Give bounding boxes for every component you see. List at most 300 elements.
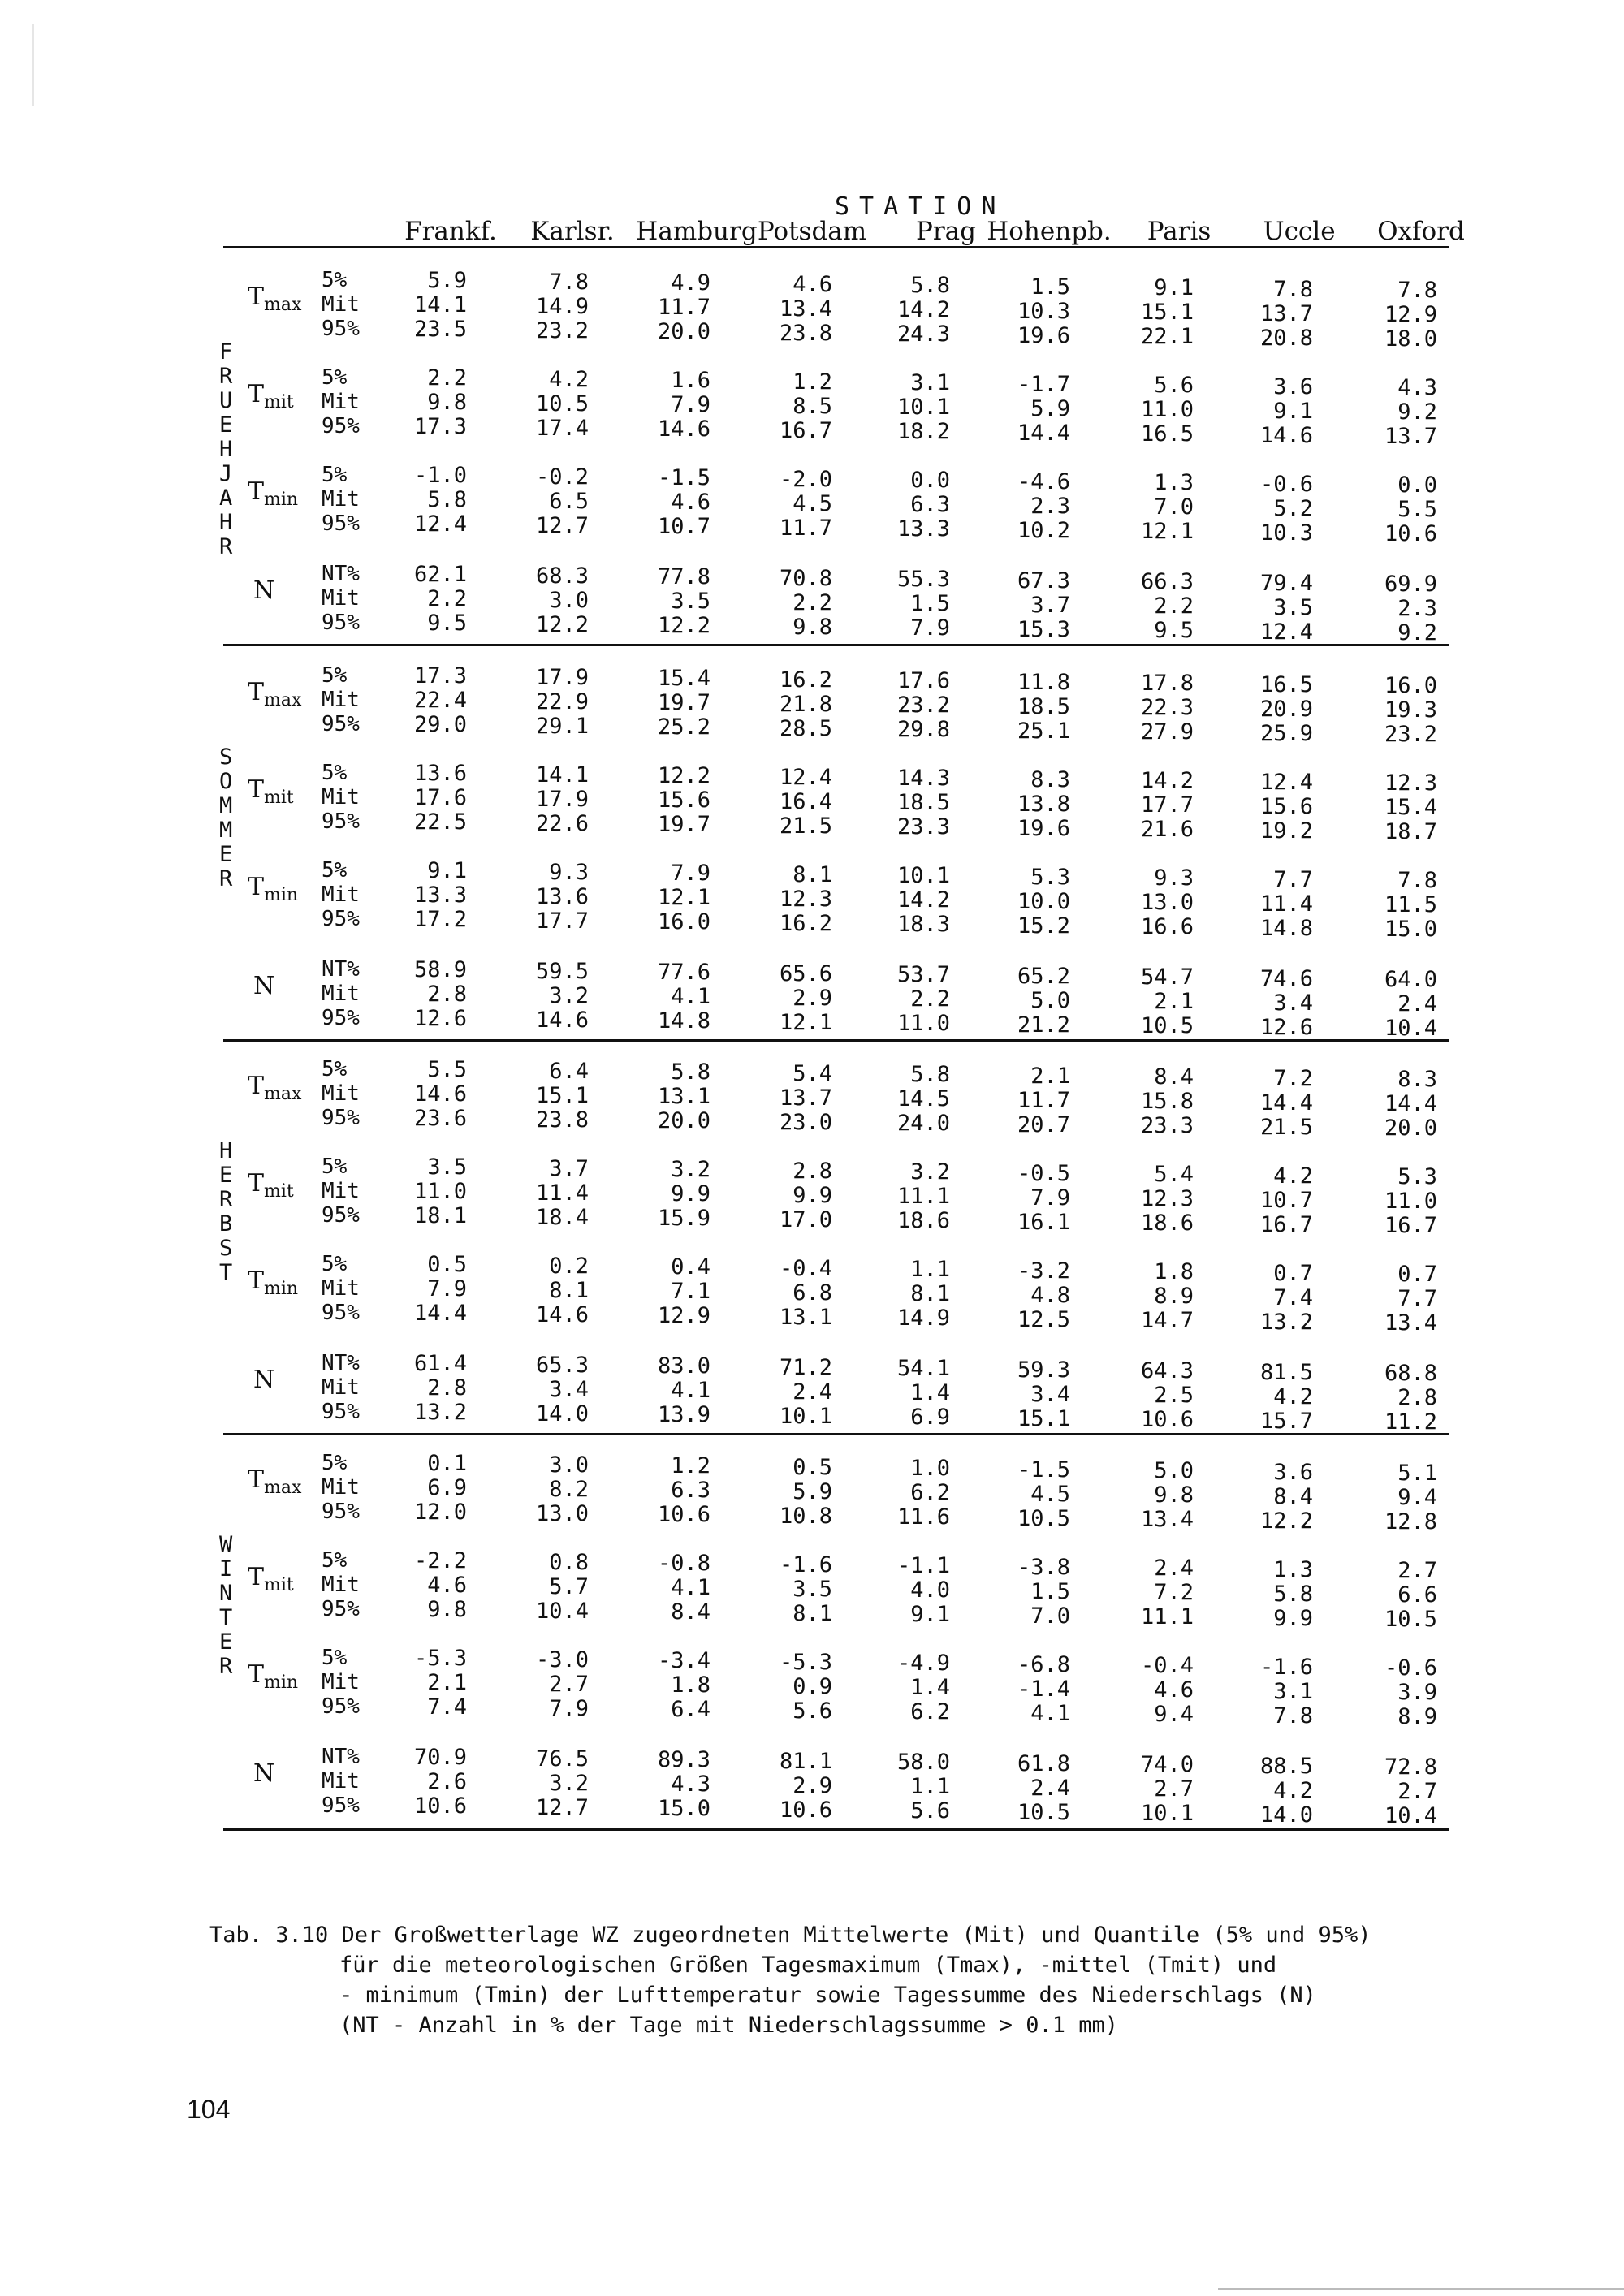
- stat-label: Mit: [322, 1573, 360, 1597]
- table-cell: 12.7: [535, 513, 589, 538]
- table-cell: 20.0: [1384, 1116, 1437, 1141]
- table-cell: 2.7: [549, 1672, 589, 1697]
- table-cell: 12.2: [657, 613, 710, 638]
- table-cell: 12.7: [535, 1795, 589, 1820]
- table-cell: 59.3: [1017, 1357, 1070, 1383]
- table-cell: 3.2: [549, 983, 589, 1008]
- table-cell: 25.2: [657, 714, 710, 740]
- table-cell: 16.2: [779, 911, 832, 936]
- table-cell: -5.3: [413, 1646, 467, 1671]
- table-cell: 67.3: [1017, 568, 1070, 593]
- table-cell: 22.5: [413, 809, 467, 835]
- table-cell: 3.5: [427, 1154, 467, 1180]
- table-cell: 12.6: [413, 1006, 467, 1031]
- table-cell: 19.2: [1259, 818, 1313, 844]
- table-cell: 7.8: [549, 270, 589, 295]
- table-cell: 1.1: [910, 1257, 950, 1282]
- table-cell: 5.5: [1397, 497, 1437, 522]
- table-cell: 9.5: [427, 611, 467, 636]
- season-letter: S: [219, 1236, 233, 1261]
- table-cell: 5.9: [1030, 396, 1070, 421]
- table-cell: -5.3: [779, 1650, 832, 1675]
- table-cell: 13.6: [535, 884, 589, 909]
- stat-label: 95%: [322, 1400, 360, 1424]
- table-cell: 2.4: [1030, 1776, 1070, 1801]
- table-cell: 2.9: [793, 1773, 832, 1798]
- table-cell: 25.9: [1259, 721, 1313, 746]
- table-cell: 58.9: [413, 957, 467, 982]
- table-cell: 7.9: [549, 1696, 589, 1721]
- table-cell: 17.3: [413, 663, 467, 688]
- table-cell: 8.1: [793, 862, 832, 887]
- table-cell: 6.4: [549, 1059, 589, 1084]
- table-cell: 7.4: [427, 1694, 467, 1720]
- table-cell: 22.1: [1140, 324, 1194, 349]
- table-cell: 79.4: [1259, 571, 1313, 596]
- table-cell: 12.4: [413, 511, 467, 537]
- table-cell: -0.5: [1017, 1161, 1070, 1186]
- table-cell: 9.3: [549, 860, 589, 885]
- table-cell: 5.0: [1030, 988, 1070, 1013]
- table-cell: 5.0: [1154, 1458, 1194, 1483]
- table-cell: -0.6: [1259, 472, 1313, 497]
- table-cell: 61.4: [413, 1351, 467, 1376]
- table-cell: 2.1: [427, 1670, 467, 1695]
- column-header: Prag: [915, 217, 976, 246]
- stat-label: 95%: [322, 414, 360, 438]
- table-cell: 28.5: [779, 716, 832, 741]
- season-letter: W: [219, 1532, 233, 1557]
- table-cell: 21.2: [1017, 1012, 1070, 1038]
- table-cell: 12.5: [1017, 1307, 1070, 1332]
- table-cell: 16.0: [657, 909, 710, 934]
- table-cell: 4.3: [671, 1772, 710, 1797]
- table-cell: 10.4: [1384, 1803, 1437, 1828]
- table-cell: 11.0: [413, 1179, 467, 1204]
- table-cell: 3.6: [1273, 374, 1313, 399]
- table-cell: 19.6: [1017, 323, 1070, 348]
- table-cell: 20.7: [1017, 1112, 1070, 1137]
- table-cell: 5.8: [910, 1062, 950, 1087]
- table-cell: 10.7: [657, 514, 710, 539]
- table-cell: 3.7: [549, 1156, 589, 1181]
- stat-label: Mit: [322, 1375, 360, 1400]
- table-cell: 9.9: [793, 1183, 832, 1208]
- table-cell: 8.5: [793, 394, 832, 419]
- table-cell: 16.5: [1259, 672, 1313, 697]
- table-cell: 5.8: [910, 273, 950, 298]
- table-cell: -4.6: [1017, 469, 1070, 494]
- table-cell: 24.3: [896, 322, 950, 347]
- table-cell: 20.0: [657, 1108, 710, 1133]
- table-cell: 2.2: [910, 986, 950, 1012]
- table-cell: 13.7: [779, 1085, 832, 1111]
- season-letter: J: [219, 461, 233, 486]
- table-cell: 29.1: [535, 714, 589, 739]
- variable-label: $T_{max}$: [248, 1465, 302, 1498]
- table-cell: 1.5: [1030, 1579, 1070, 1604]
- table-cell: 17.9: [535, 665, 589, 690]
- caption-line: Tab. 3.10 Der Großwetterlage WZ zugeordneten Mittelwerte (Mit) und Quantile (5% und 95%): [209, 1923, 1371, 1948]
- season-letter: F: [219, 339, 233, 365]
- table-cell: 83.0: [657, 1353, 710, 1379]
- table-cell: 20.0: [657, 319, 710, 344]
- table-cell: 89.3: [657, 1747, 710, 1772]
- table-cell: 2.8: [427, 1375, 467, 1400]
- table-cell: 6.6: [1397, 1582, 1437, 1608]
- table-cell: 5.4: [1154, 1162, 1194, 1187]
- table-cell: 14.6: [1259, 423, 1313, 448]
- stat-label: 95%: [322, 511, 360, 536]
- season-letter: H: [219, 1138, 233, 1163]
- table-cell: 64.3: [1140, 1358, 1194, 1383]
- table-cell: 17.3: [413, 414, 467, 439]
- stat-label: 95%: [322, 1106, 360, 1130]
- table-cell: 65.3: [535, 1353, 589, 1378]
- table-cell: 19.7: [657, 690, 710, 715]
- stat-label: 5%: [322, 1646, 348, 1670]
- stat-label: 95%: [322, 611, 360, 635]
- table-cell: 1.8: [671, 1672, 710, 1698]
- variable-label: N: [253, 972, 275, 1000]
- table-cell: 5.2: [1273, 496, 1313, 521]
- table-cell: 13.7: [1384, 424, 1437, 449]
- table-cell: 0.0: [1397, 473, 1437, 498]
- table-cell: 14.9: [535, 294, 589, 319]
- caption-line: für die meteorologischen Größen Tagesmaximum (Tmax), -mittel (Tmit) und: [339, 1953, 1277, 1978]
- table-cell: 8.2: [549, 1477, 589, 1502]
- table-cell: 10.3: [1017, 299, 1070, 324]
- table-cell: 5.6: [910, 1798, 950, 1823]
- table-cell: 10.1: [896, 863, 950, 888]
- table-cell: 1.4: [910, 1380, 950, 1405]
- season-letter: R: [219, 1187, 233, 1212]
- table-cell: 21.5: [779, 814, 832, 839]
- table-cell: 10.3: [1259, 520, 1313, 546]
- table-cell: 88.5: [1259, 1754, 1313, 1779]
- table-cell: -3.4: [657, 1648, 710, 1673]
- table-cell: 64.0: [1384, 967, 1437, 992]
- table-cell: 10.1: [896, 395, 950, 420]
- table-cell: 18.1: [413, 1203, 467, 1228]
- table-cell: 12.1: [1140, 519, 1194, 544]
- table-cell: 14.9: [896, 1306, 950, 1331]
- table-cell: 11.2: [1384, 1409, 1437, 1435]
- stat-label: 5%: [322, 663, 348, 688]
- table-cell: 2.4: [1397, 991, 1437, 1016]
- table-cell: 12.3: [1140, 1186, 1194, 1211]
- table-cell: 21.6: [1140, 817, 1194, 842]
- table-cell: 8.9: [1397, 1704, 1437, 1729]
- table-cell: 17.6: [896, 668, 950, 693]
- table-cell: 15.1: [535, 1083, 589, 1108]
- table-cell: 15.3: [1017, 617, 1070, 642]
- table-cell: 9.9: [1273, 1606, 1313, 1631]
- variable-label: $T_{max}$: [248, 1072, 302, 1104]
- table-cell: 11.0: [896, 1011, 950, 1036]
- table-cell: 12.1: [657, 885, 710, 910]
- table-cell: 14.2: [1140, 768, 1194, 793]
- table-cell: 4.6: [671, 490, 710, 515]
- table-cell: 29.8: [896, 717, 950, 742]
- column-header: Paris: [1147, 217, 1212, 246]
- table-cell: 5.8: [1273, 1582, 1313, 1607]
- table-cell: 11.7: [779, 516, 832, 541]
- table-cell: 3.5: [671, 589, 710, 614]
- table-cell: 6.8: [793, 1280, 832, 1306]
- season-letter: R: [219, 866, 233, 891]
- season-letter: E: [219, 1163, 233, 1188]
- table-cell: 7.4: [1273, 1285, 1313, 1310]
- season-letter: T: [219, 1260, 233, 1285]
- table-cell: 16.7: [1384, 1213, 1437, 1238]
- stat-label: Mit: [322, 586, 360, 611]
- variable-label: $T_{mit}$: [248, 775, 294, 808]
- table-cell: 2.7: [1397, 1779, 1437, 1804]
- table-cell: 5.8: [427, 487, 467, 512]
- table-cell: 7.8: [1397, 868, 1437, 893]
- table-cell: 8.1: [910, 1281, 950, 1306]
- variable-label: N: [253, 1759, 275, 1788]
- table-cell: 10.5: [1140, 1013, 1194, 1038]
- table-cell: 6.2: [910, 1699, 950, 1724]
- table-cell: 29.0: [413, 712, 467, 737]
- table-cell: 66.3: [1140, 569, 1194, 594]
- table-cell: 19.3: [1384, 697, 1437, 723]
- table-cell: 6.5: [549, 489, 589, 514]
- table-cell: 14.6: [657, 416, 710, 442]
- table-cell: 23.2: [896, 693, 950, 718]
- table-cell: 23.0: [779, 1110, 832, 1135]
- table-cell: 9.3: [1154, 865, 1194, 891]
- table-cell: 4.2: [1273, 1163, 1313, 1189]
- table-cell: 6.3: [671, 1478, 710, 1503]
- table-cell: 15.4: [657, 666, 710, 691]
- table-cell: 19.7: [657, 812, 710, 837]
- table-cell: 5.1: [1397, 1461, 1437, 1486]
- table-cell: 10.2: [1017, 518, 1070, 543]
- stat-label: 5%: [322, 761, 348, 785]
- table-cell: 7.9: [427, 1276, 467, 1301]
- table-cell: 17.8: [1140, 671, 1194, 696]
- table-cell: 12.9: [1384, 302, 1437, 327]
- stat-label: Mit: [322, 487, 360, 511]
- season-letter: N: [219, 1581, 233, 1606]
- table-cell: -1.0: [413, 463, 467, 488]
- table-cell: 13.0: [535, 1501, 589, 1526]
- table-cell: 13.8: [1017, 792, 1070, 817]
- table-cell: 1.3: [1273, 1557, 1313, 1582]
- stat-label: Mit: [322, 390, 360, 414]
- table-cell: 23.8: [779, 321, 832, 346]
- table-cell: -3.0: [535, 1647, 589, 1672]
- column-header: Hohenpb.: [987, 217, 1112, 246]
- season-letter: B: [219, 1211, 233, 1236]
- season-letter: A: [219, 486, 233, 511]
- table-cell: 16.6: [1140, 914, 1194, 939]
- table-cell: 7.9: [671, 392, 710, 417]
- table-cell: 12.6: [1259, 1015, 1313, 1040]
- table-cell: 9.1: [427, 858, 467, 883]
- page-number: 104: [187, 2095, 231, 2124]
- table-cell: 1.5: [1030, 274, 1070, 300]
- season-letter: M: [219, 818, 233, 843]
- variable-label: $T_{min}$: [248, 1267, 299, 1299]
- table-cell: 5.3: [1030, 865, 1070, 890]
- variable-label: N: [253, 576, 275, 605]
- table-cell: 74.6: [1259, 966, 1313, 991]
- table-cell: 4.1: [1030, 1701, 1070, 1726]
- table-cell: 14.2: [896, 297, 950, 322]
- table-cell: 7.7: [1273, 867, 1313, 892]
- variable-label: $T_{mit}$: [248, 1169, 294, 1202]
- table-cell: 13.6: [413, 761, 467, 786]
- table-cell: 1.2: [793, 369, 832, 395]
- table-cell: 11.5: [1384, 892, 1437, 917]
- table-cell: 2.7: [1154, 1776, 1194, 1802]
- table-cell: 10.6: [413, 1793, 467, 1819]
- table-cell: 54.7: [1140, 965, 1194, 990]
- table-cell: 14.8: [657, 1008, 710, 1034]
- table-cell: -1.6: [1259, 1655, 1313, 1680]
- table-cell: 65.2: [1017, 964, 1070, 989]
- season-letter: O: [219, 769, 233, 794]
- table-cell: 4.1: [671, 1378, 710, 1403]
- stat-label: NT%: [322, 957, 360, 982]
- table-cell: 13.2: [413, 1400, 467, 1425]
- table-cell: -0.8: [657, 1551, 710, 1576]
- table-cell: 2.5: [1154, 1383, 1194, 1408]
- table-cell: 3.5: [1273, 595, 1313, 620]
- season-letter: H: [219, 510, 233, 535]
- table-cell: 68.3: [535, 563, 589, 589]
- season-letter: H: [219, 437, 233, 462]
- table-cell: -2.2: [413, 1548, 467, 1573]
- table-cell: 3.2: [671, 1157, 710, 1182]
- table-cell: 14.8: [1259, 916, 1313, 941]
- table-cell: 1.6: [671, 368, 710, 393]
- table-cell: 14.5: [896, 1086, 950, 1111]
- table-cell: 8.9: [1154, 1284, 1194, 1309]
- table-cell: 12.3: [779, 887, 832, 912]
- table-cell: 4.1: [671, 984, 710, 1009]
- table-cell: 13.4: [779, 296, 832, 322]
- table-cell: 18.2: [896, 419, 950, 444]
- table-cell: 10.1: [1140, 1801, 1194, 1826]
- table-cell: 27.9: [1140, 719, 1194, 744]
- table-cell: 62.1: [413, 562, 467, 587]
- table-cell: 3.1: [1273, 1679, 1313, 1704]
- table-cell: 23.8: [535, 1107, 589, 1133]
- stat-label: NT%: [322, 1351, 360, 1375]
- station-heading: STATION: [835, 192, 1006, 221]
- table-cell: 19.6: [1017, 816, 1070, 841]
- variable-label: $T_{max}$: [248, 678, 302, 710]
- table-cell: 4.0: [910, 1577, 950, 1603]
- table-cell: 17.4: [535, 416, 589, 441]
- table-cell: 11.4: [535, 1180, 589, 1206]
- table-cell: 5.9: [793, 1479, 832, 1504]
- table-cell: 17.9: [535, 787, 589, 812]
- stat-label: NT%: [322, 1745, 360, 1769]
- table-cell: 8.3: [1030, 767, 1070, 792]
- stat-label: 5%: [322, 1154, 348, 1179]
- table-cell: 6.3: [910, 492, 950, 517]
- column-header: Oxford: [1377, 217, 1465, 246]
- table-cell: 17.2: [413, 907, 467, 932]
- table-cell: 8.4: [1154, 1064, 1194, 1090]
- table-cell: 9.8: [1154, 1482, 1194, 1508]
- table-cell: 9.2: [1397, 399, 1437, 425]
- table-cell: 13.1: [657, 1084, 710, 1109]
- table-cell: 17.6: [413, 785, 467, 810]
- table-cell: 15.2: [1017, 913, 1070, 939]
- table-cell: 4.5: [1030, 1482, 1070, 1507]
- table-cell: 7.9: [671, 861, 710, 886]
- table-cell: 0.0: [910, 468, 950, 493]
- table-cell: 54.1: [896, 1356, 950, 1381]
- stat-label: 95%: [322, 1793, 360, 1818]
- table-cell: 10.5: [535, 391, 589, 416]
- table-cell: 5.6: [1154, 373, 1194, 398]
- table-cell: -2.0: [779, 467, 832, 492]
- table-cell: 15.1: [1140, 300, 1194, 325]
- table-cell: 14.2: [896, 887, 950, 913]
- table-cell: 3.1: [910, 370, 950, 395]
- table-cell: 18.5: [896, 790, 950, 815]
- table-cell: 10.4: [1384, 1016, 1437, 1041]
- table-cell: 23.2: [1384, 722, 1437, 747]
- table-cell: -0.4: [1140, 1653, 1194, 1678]
- season-letter: R: [219, 1654, 233, 1679]
- table-cell: 7.1: [671, 1279, 710, 1304]
- table-cell: 76.5: [535, 1746, 589, 1772]
- table-cell: -4.9: [896, 1651, 950, 1676]
- table-cell: 16.1: [1017, 1210, 1070, 1235]
- table-cell: 2.3: [1030, 494, 1070, 519]
- table-cell: 15.9: [657, 1206, 710, 1231]
- table-cell: 15.8: [1140, 1089, 1194, 1114]
- table-cell: 2.4: [1154, 1556, 1194, 1581]
- table-cell: 13.4: [1384, 1310, 1437, 1336]
- table-cell: 17.7: [535, 908, 589, 934]
- variable-label: $T_{min}$: [248, 873, 299, 905]
- table-cell: 20.9: [1259, 697, 1313, 722]
- table-cell: 10.6: [1384, 521, 1437, 546]
- table-cell: 7.7: [1397, 1286, 1437, 1311]
- table-cell: 0.9: [793, 1674, 832, 1699]
- table-cell: 7.8: [1273, 1703, 1313, 1728]
- table-cell: 2.8: [793, 1159, 832, 1184]
- season-letter: E: [219, 842, 233, 867]
- table-cell: 0.1: [427, 1451, 467, 1476]
- column-header: Potsdam: [757, 217, 867, 246]
- table-rule: [223, 1828, 1449, 1831]
- table-cell: 15.0: [657, 1796, 710, 1821]
- stat-label: 5%: [322, 1252, 348, 1276]
- stat-label: 5%: [322, 858, 348, 883]
- stat-label: 95%: [322, 907, 360, 931]
- table-cell: 4.8: [1030, 1283, 1070, 1308]
- table-cell: 17.7: [1140, 792, 1194, 818]
- table-cell: 14.6: [413, 1081, 467, 1107]
- table-cell: 10.8: [779, 1504, 832, 1529]
- stat-label: Mit: [322, 1670, 360, 1694]
- table-cell: 9.5: [1154, 618, 1194, 643]
- table-cell: 70.8: [779, 566, 832, 591]
- stat-label: 95%: [322, 1597, 360, 1621]
- table-cell: 0.4: [671, 1254, 710, 1280]
